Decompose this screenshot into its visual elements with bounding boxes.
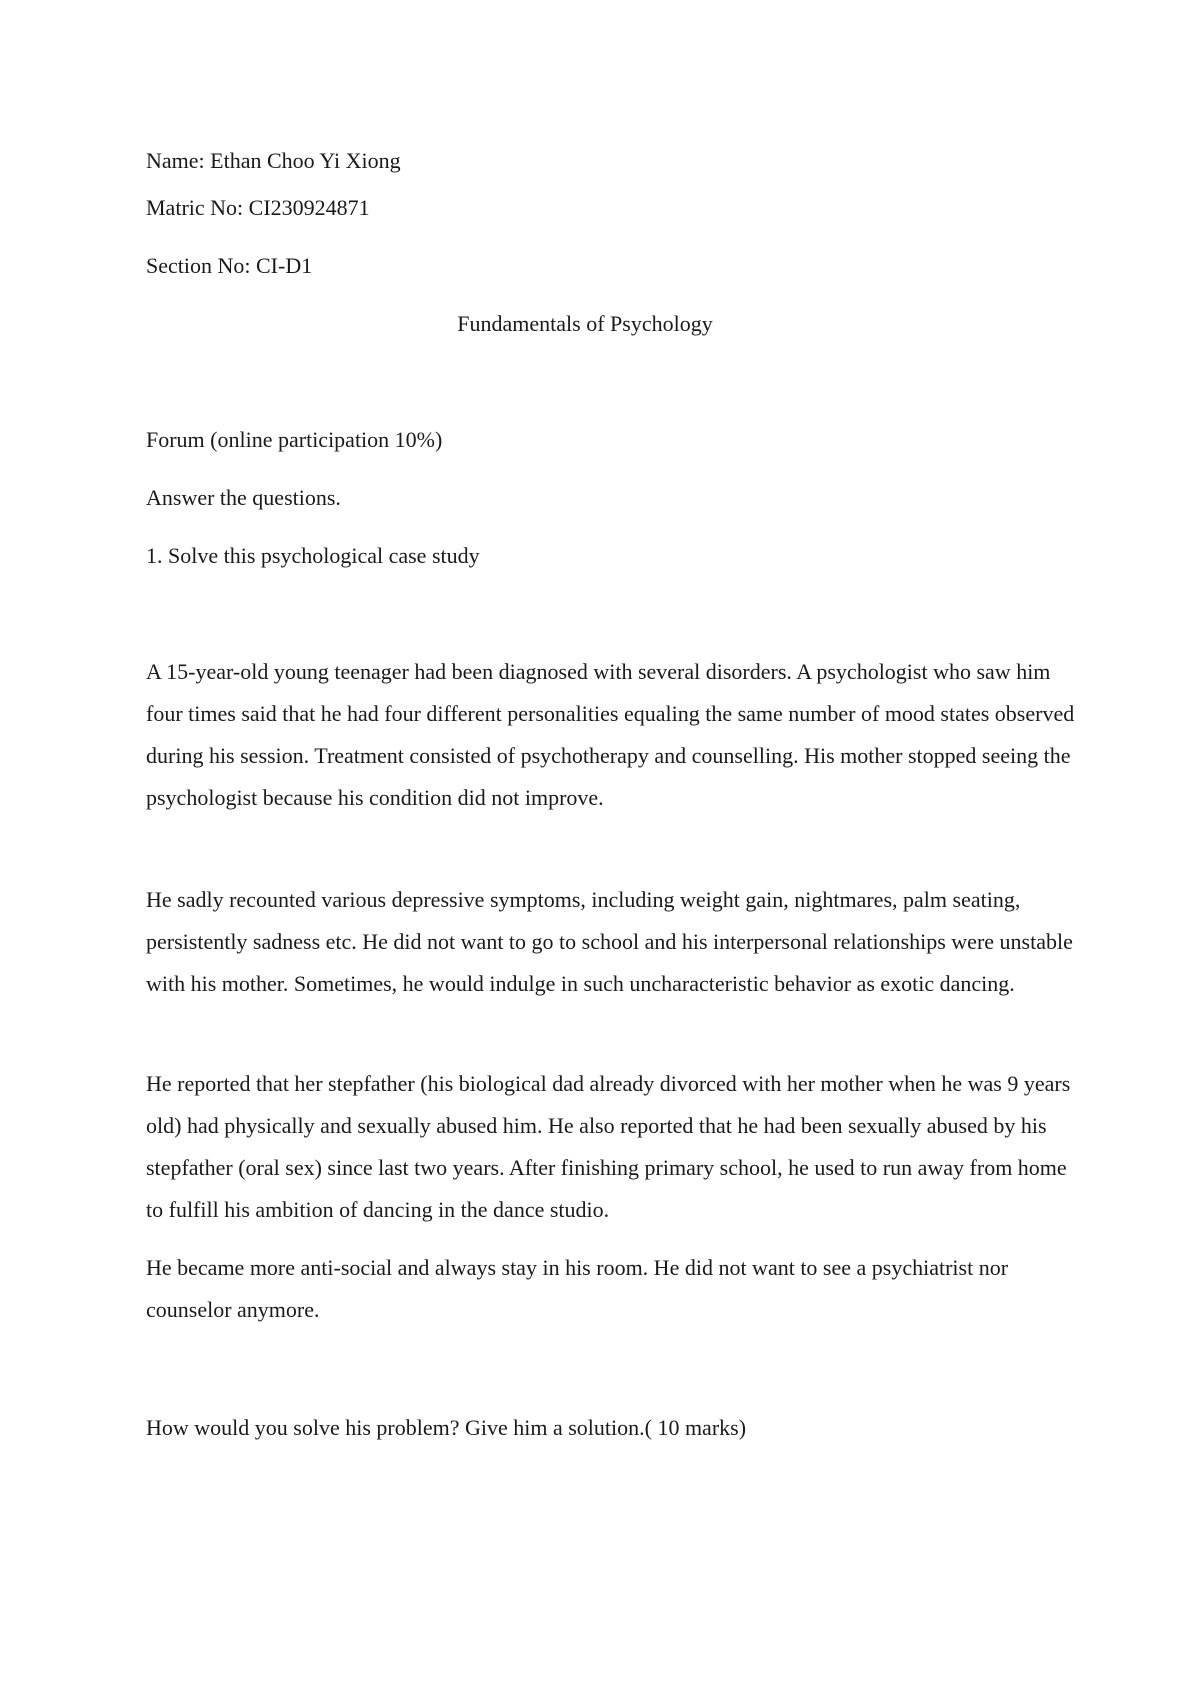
question-prompt: How would you solve his problem? Give him a solution.( 10 marks) xyxy=(146,1415,747,1440)
document-title: Fundamentals of Psychology xyxy=(457,311,713,336)
question-1: 1. Solve this psychological case study xyxy=(146,543,480,568)
forum-line: Forum (online participation 10%) xyxy=(146,427,443,452)
section-number: Section No: CI-D1 xyxy=(146,253,313,278)
case-paragraph-4: He became more anti-social and always stay in his room. He did not want to see a psychiatrist nor counselor anymore. xyxy=(146,1255,1009,1322)
answer-instruction: Answer the questions. xyxy=(146,485,341,510)
matric-number: Matric No: CI230924871 xyxy=(146,195,370,220)
student-name: Name: Ethan Choo Yi Xiong xyxy=(146,148,401,173)
case-paragraph-1: A 15-year-old young teenager had been diagnosed with several disorders. A psychologist who saw him four times said that he had four different personalities equaling the same number of mood states observed during his session. Treatment consisted of psychotherapy and counselling. His mother stopped seeing the psychologist because his condition did not improve. xyxy=(146,659,1075,810)
case-paragraph-2: He sadly recounted various depressive symptoms, including weight gain, nightmares, palm seating, persistently sadness etc. He did not want to go to school and his interpersonal relationships were unstable with his mother. Sometimes, he would indulge in such uncharacteristic behavior as exotic dancing. xyxy=(146,887,1073,996)
case-paragraph-3: He reported that her stepfather (his biological dad already divorced with her mother when he was 9 years old) had physically and sexually abused him. He also reported that he had been sexually abused by his stepfather (oral sex) since last two years. After finishing primary school, he used to run away from home to fulfill his ambition of dancing in the dance studio. xyxy=(146,1071,1071,1222)
